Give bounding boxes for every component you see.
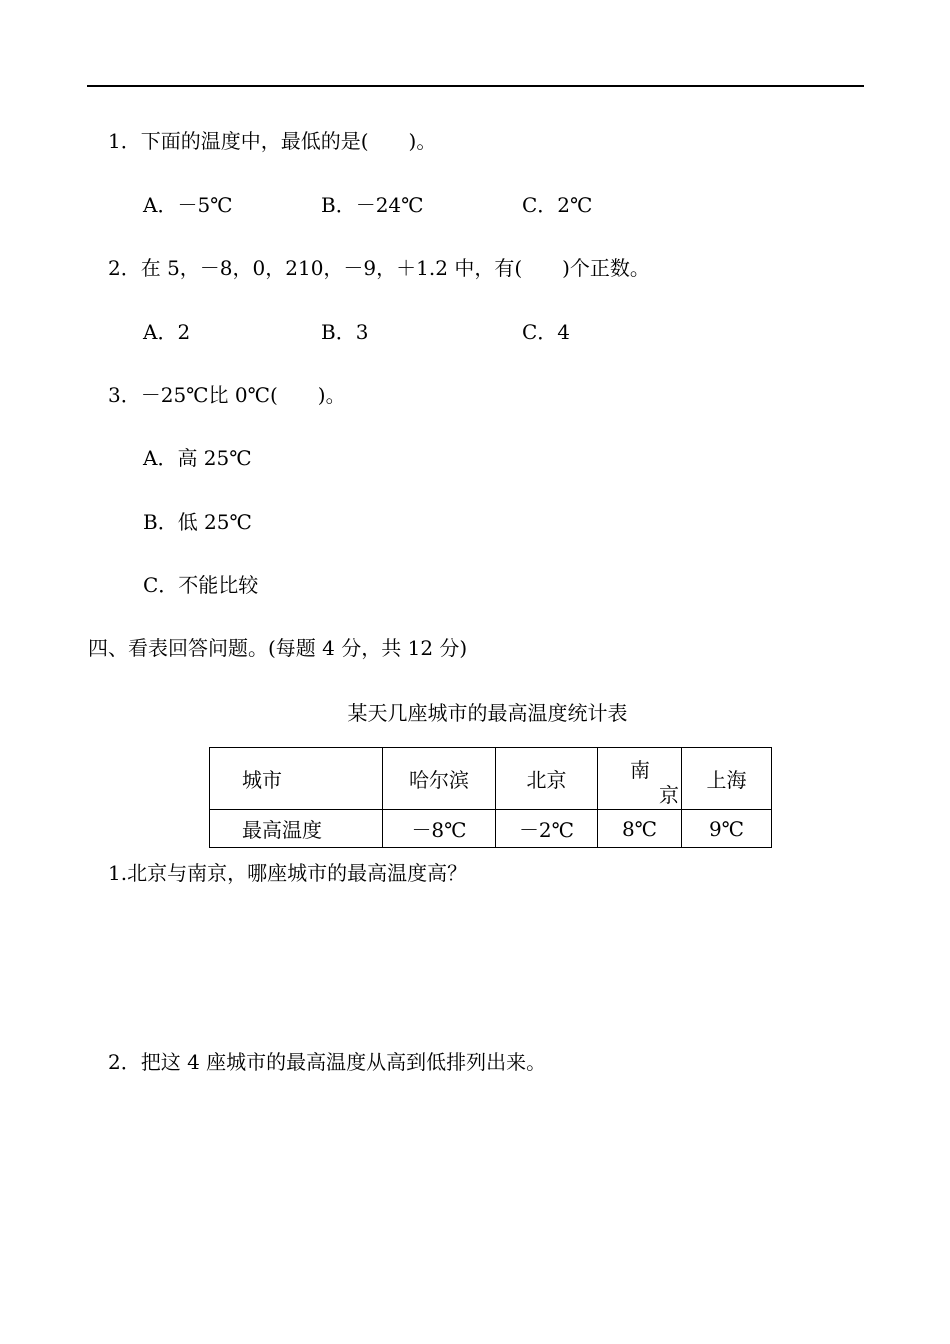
question-1: 1．下面的温度中，最低的是( )。 [108,129,437,153]
table-cell-harbin-temp: －8℃ [383,810,496,848]
table-cell-shanghai: 上海 [682,748,772,810]
table-cell-city-label: 城市 [210,748,383,810]
q3-option-c: C．不能比较 [143,573,259,597]
q1-option-b: B．－24℃ [321,193,424,217]
q1-option-c: C．2℃ [522,193,593,217]
table-cell-beijing-temp: －2℃ [496,810,598,848]
q2-option-a: A．2 [143,320,191,344]
nanjing-char-2: 京 [659,783,679,807]
table-temp-row [210,810,772,848]
section-4-heading: 四、看表回答问题。(每题 4 分，共 12 分) [88,636,468,660]
section-4-question-1: 1.北京与南京，哪座城市的最高温度高？ [108,861,468,885]
table-cell-shanghai-temp: 9℃ [682,810,772,848]
q3-option-a: A．高 25℃ [143,446,252,470]
table-cell-nanjing-temp: 8℃ [598,810,682,848]
table-title: 某天几座城市的最高温度统计表 [347,701,628,725]
table-cell-temp-label: 最高温度 [210,810,383,848]
question-2: 2．在 5，－8，0，210，－9，＋1.2 中，有( )个正数。 [108,256,650,280]
table-cell-harbin: 哈尔滨 [383,748,496,810]
q2-option-c: C．4 [522,320,571,344]
section-4-question-2: 2．把这 4 座城市的最高温度从高到低排列出来。 [108,1050,547,1074]
temperature-table [209,747,772,848]
question-3: 3．－25℃比 0℃( )。 [108,383,346,407]
q3-option-b: B．低 25℃ [143,510,252,534]
table-cell-nanjing [598,748,682,810]
table-header-row [210,748,772,810]
top-rule [87,85,864,87]
q2-option-b: B．3 [321,320,369,344]
q1-option-a: A．－5℃ [143,193,233,217]
nanjing-char-1: 南 [630,758,650,782]
table-cell-beijing: 北京 [496,748,598,810]
